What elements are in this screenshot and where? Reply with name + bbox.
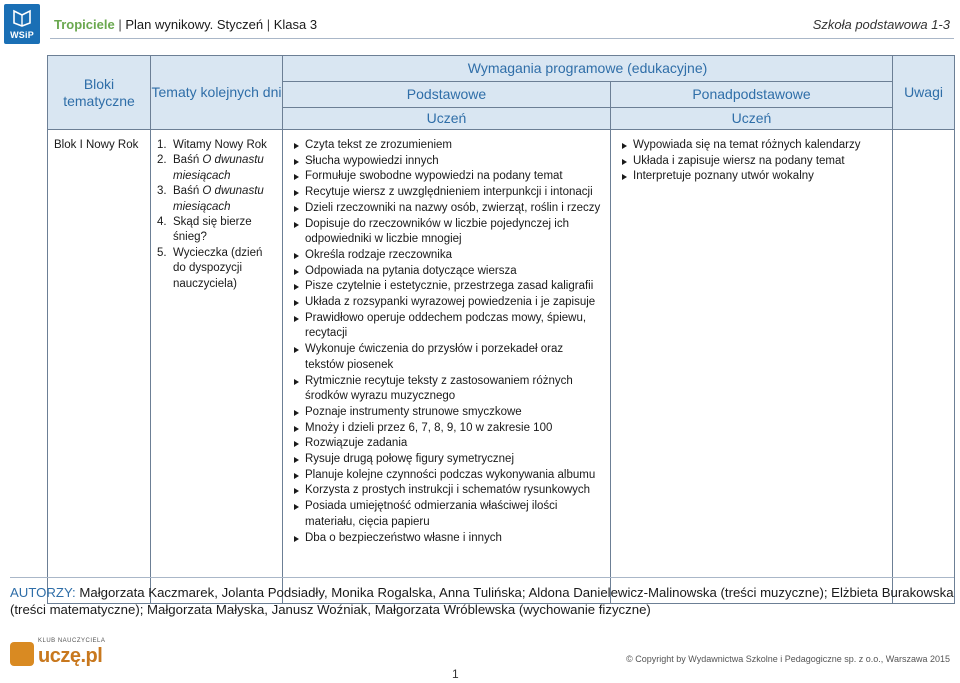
list-item: Mnoży i dzieli przez 6, 7, 8, 9, 10 w zakresie 100 [293,421,604,437]
list-item: Interpretuje poznany utwór wokalny [621,169,886,185]
list-item: 3. Baśń O dwunastu miesiącach [157,185,264,213]
page-number: 1 [452,667,459,681]
list-item: Słucha wypowiedzi innych [293,154,604,170]
ponadpodstawowe-cell [611,130,893,604]
header-podstawowe: Podstawowe [283,82,611,108]
header-ponadpodstawowe: Ponadpodstawowe [611,82,893,108]
authors-note [10,584,954,618]
list-item: Korzysta z prostych instrukcji i schematów rysunkowych [293,483,604,499]
list-item: Wykonuje ćwiczenia do przysłów i porzekadeł oraz tekstów piosenek [293,342,604,373]
brand-name: Tropiciele [54,17,115,32]
header-tematy: Tematy kolejnych dni [151,56,283,130]
wsip-logo [4,4,40,44]
list-item: 5. Wycieczka (dzień do dyspozycji nauczyciela) [157,246,263,290]
plan-table [47,55,955,604]
list-item: Formułuje swobodne wypowiedzi na podany temat [293,169,604,185]
header-uczen-podstawowe: Uczeń [283,108,611,130]
header-separator: | [266,17,271,32]
list-item: Określa rodzaje rzeczownika [293,248,604,264]
authors-text: Małgorzata Kaczmarek, Jolanta Podsiadły, Monika Rogalska, Anna Tulińska; Aldona Danielewicz-Malinowska (treści muzyczne); Elżbieta Burakowska (treści matematyczne); Małgorzata Małyska, Janusz Woźniak, Małgorzata Wróblewska (wychowanie fizyczne) [10,585,954,617]
list-item: Posiada umiejętność odmierzania właściwej ilości materiału, cięcia papieru [293,499,604,530]
wsip-logo-text: WSiP [10,30,34,40]
list-item: Odpowiada na pytania dotyczące wiersza [293,264,604,280]
list-item: Rytmicznie recytuje teksty z zastosowaniem różnych środków wyrazu muzycznego [293,374,604,405]
list-item: 2. Baśń O dwunastu miesiącach [157,154,264,182]
copyright-note: © Copyright by Wydawnictwa Szkolne i Pedagogiczne sp. z o.o., Warszawa 2015 [626,654,950,664]
list-item: Układa z rozsypanki wyrazowej powiedzenia i je zapisuje [293,295,604,311]
header-divider [50,38,954,39]
list-item: Dopisuje do rzeczowników w liczbie pojedynczej ich odpowiedniki w liczbie mnogiej [293,217,604,248]
blok-cell [48,130,151,604]
school-label: Szkoła podstawowa 1-3 [812,17,950,32]
list-item: Poznaje instrumenty strunowe smyczkowe [293,405,604,421]
plan-title: Plan wynikowy. Styczeń [125,17,264,32]
footer-divider [10,577,954,578]
list-item: Planuje kolejne czynności podczas wykonywania albumu [293,468,604,484]
podstawowe-list [283,130,610,546]
header-title [54,17,317,32]
list-item: Czyta tekst ze zrozumieniem [293,138,604,154]
podstawowe-cell [283,130,611,604]
list-item: 4. Skąd się bierze śnieg? [157,216,252,244]
list-item: Rozwiązuje zadania [293,436,604,452]
ucze-logo [10,638,110,668]
header-uwagi: Uwagi [893,56,955,130]
ucze-logo-icon [10,642,34,666]
ucze-logo-name: uczę.pl [38,645,103,667]
uwagi-cell [893,130,955,604]
tematy-cell [151,130,283,604]
blok-name: Blok I Nowy Rok [54,139,139,151]
class-label: Klasa 3 [273,17,318,32]
header-uczen-ponadpodstawowe: Uczeń [611,108,893,130]
list-item: Rysuje drugą połowę figury symetrycznej [293,452,604,468]
list-item: Wypowiada się na temat różnych kalendarzy [621,138,886,154]
tematy-list [157,138,278,292]
list-item: Dba o bezpieczeństwo własne i innych [293,531,604,547]
list-item: Prawidłowo operuje oddechem podczas mowy, śpiewu, recytacji [293,311,604,342]
ucze-club-text: KLUB NAUCZYCIELA [38,638,106,644]
header-wymagania: Wymagania programowe (edukacyjne) [283,56,893,82]
list-item: Układa i zapisuje wiersz na podany temat [621,154,886,170]
list-item: Recytuje wiersz z uwzględnieniem interpunkcji i intonacji [293,185,604,201]
list-item: Dzieli rzeczowniki na nazwy osób, zwierząt, roślin i rzeczy [293,201,604,217]
authors-label: AUTORZY: [10,585,76,600]
header-bloki: Bloki tematyczne [48,56,151,130]
list-item: 1. Witamy Nowy Rok [157,139,267,151]
wsip-logo-icon [12,9,32,27]
ponadpodstawowe-list [611,130,892,185]
list-item: Pisze czytelnie i estetycznie, przestrzega zasad kaligrafii [293,279,604,295]
header-separator: | [118,17,122,32]
